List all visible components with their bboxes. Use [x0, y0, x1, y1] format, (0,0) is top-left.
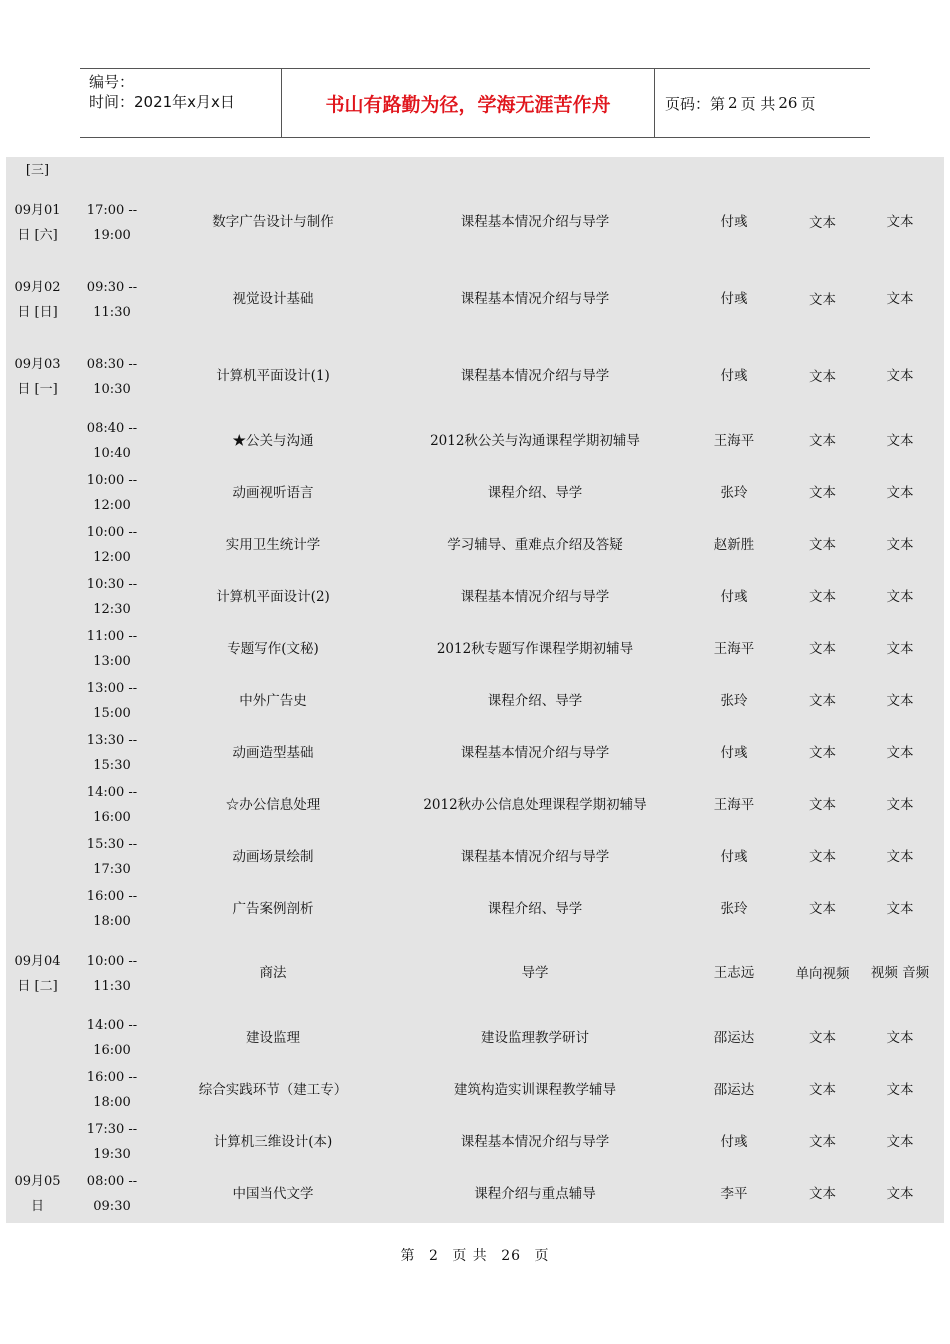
teacher-cell: 付彧 — [720, 1133, 748, 1150]
content-cell — [391, 157, 679, 184]
date-cell — [6, 727, 69, 779]
teacher-cell: 张玲 — [720, 692, 748, 709]
teacher-cell: 付彧 — [720, 368, 748, 384]
table-row — [6, 157, 944, 184]
media-cell-1: 文本 — [809, 433, 836, 449]
media-cell-1: 文本 — [809, 368, 836, 385]
table-row — [6, 261, 944, 338]
date-cell: 09月01 日 [六] — [14, 202, 61, 243]
time-cell: 10:00 -- 12:00 — [86, 473, 138, 513]
document-number-label: 编号： — [89, 73, 135, 91]
table-row — [6, 467, 944, 519]
time-cell: 13:30 -- 15:30 — [86, 733, 138, 773]
page-total: 26 — [778, 94, 798, 112]
media-cell-1: 文本 — [809, 901, 836, 917]
content-cell: 建设监理教学研讨 — [481, 1029, 589, 1046]
time-cell: 08:00 -- 09:30 — [86, 1174, 138, 1214]
content-cell: 课程介绍与重点辅导 — [474, 1185, 596, 1202]
schedule-table-body — [6, 157, 944, 1220]
time-cell: 13:00 -- 15:00 — [86, 681, 138, 721]
course-cell: 动画造型基础 — [232, 744, 314, 761]
teacher-cell: 付彧 — [720, 588, 748, 605]
course-cell: 动画视听语言 — [232, 484, 314, 501]
table-row — [6, 779, 944, 831]
time-cell: 14:00 -- 16:00 — [86, 785, 138, 825]
table-row — [6, 935, 944, 1012]
table-row — [6, 571, 944, 623]
date-cell — [6, 467, 69, 519]
media-cell-2: 文本 — [886, 796, 914, 813]
time-cell: 09:30 -- 11:30 — [86, 279, 138, 320]
media-cell-2: 文本 — [886, 432, 914, 449]
teacher-cell: 王海平 — [713, 640, 755, 657]
media-cell-2: 文本 — [886, 640, 914, 657]
course-cell: 实用卫生统计学 — [225, 536, 321, 553]
table-row — [6, 831, 944, 883]
schedule-table — [6, 157, 944, 1220]
page-label: 页码：第 — [665, 94, 726, 113]
media-cell-2: 文本 — [886, 848, 914, 865]
date-cell — [6, 623, 69, 675]
time-cell: 17:00 -- 19:00 — [86, 202, 138, 243]
date-cell: 09月02 日 [日] — [14, 279, 61, 320]
content-cell: 课程基本情况介绍与导学 — [460, 588, 610, 605]
time-cell: 17:30 -- 19:30 — [86, 1122, 138, 1162]
media-cell-2: 文本 — [886, 368, 914, 384]
course-cell: 中国当代文学 — [232, 1185, 314, 1202]
media-cell-1: 文本 — [809, 641, 836, 657]
content-cell: 2012秋办公信息处理课程学期初辅导 — [423, 796, 647, 813]
page-footer — [0, 1245, 950, 1265]
teacher-cell: 赵新胜 — [713, 536, 755, 553]
media-cell-1: 文本 — [809, 849, 836, 865]
table-row — [6, 184, 944, 261]
content-cell: 课程基本情况介绍与导学 — [460, 1133, 610, 1150]
time-cell: 14:00 -- 16:00 — [86, 1018, 138, 1058]
content-cell: 课程基本情况介绍与导学 — [460, 848, 610, 865]
teacher-cell: 付彧 — [720, 291, 748, 307]
teacher-cell: 付彧 — [720, 848, 748, 865]
time-cell: 16:00 -- 18:00 — [86, 889, 138, 929]
media-cell-1: 文本 — [809, 291, 836, 308]
content-cell: 课程基本情况介绍与导学 — [460, 214, 610, 230]
date-cell: [三] — [25, 163, 50, 178]
course-cell: 商法 — [259, 965, 287, 981]
media-cell-2: 文本 — [886, 1081, 914, 1098]
media-cell-2: 文本 — [886, 692, 914, 709]
time-cell: 10:30 -- 12:30 — [86, 577, 138, 617]
page-mid: 页 共 — [740, 94, 776, 113]
media-cell-1: 文本 — [809, 1030, 836, 1046]
teacher-cell: 付彧 — [720, 214, 748, 230]
date-cell: 09月05 日 — [14, 1174, 61, 1214]
content-cell: 2012秋专题写作课程学期初辅导 — [436, 640, 634, 657]
teacher-cell: 张玲 — [720, 484, 748, 501]
course-cell: 综合实践环节（建工专） — [198, 1081, 348, 1098]
date-cell — [6, 1064, 69, 1116]
content-cell: 2012秋公关与沟通课程学期初辅导 — [430, 432, 640, 449]
media-cell-2: 文本 — [886, 484, 914, 501]
media-cell-1: 文本 — [809, 745, 836, 761]
footer-post: 页 — [534, 1248, 550, 1264]
page-end: 页 — [800, 94, 816, 113]
media-cell-2 — [856, 157, 944, 184]
date-cell — [6, 831, 69, 883]
teacher-cell: 邵运达 — [713, 1081, 755, 1098]
table-row — [6, 1012, 944, 1064]
footer-total: 26 — [501, 1248, 522, 1264]
header-page-indicator — [655, 69, 870, 137]
teacher-cell: 王志远 — [713, 965, 755, 981]
media-cell-2: 视频 音频 — [870, 965, 930, 981]
media-cell-1: 单向视频 — [795, 965, 850, 982]
course-cell: ☆办公信息处理 — [225, 796, 321, 813]
table-row — [6, 1116, 944, 1168]
date-cell: 09月04 日 [二] — [14, 953, 61, 994]
course-cell: 视觉设计基础 — [232, 291, 314, 307]
media-cell-2: 文本 — [886, 536, 914, 553]
teacher-cell: 李平 — [720, 1185, 748, 1202]
footer-current: 2 — [428, 1248, 439, 1264]
teacher-cell: 张玲 — [720, 900, 748, 917]
media-cell-2: 文本 — [886, 291, 914, 307]
media-cell-1: 文本 — [809, 214, 836, 231]
date-cell — [6, 1116, 69, 1168]
teacher-cell: 王海平 — [713, 796, 755, 813]
content-cell: 课程基本情况介绍与导学 — [460, 368, 610, 384]
table-row — [6, 883, 944, 935]
content-cell: 课程介绍、导学 — [487, 692, 583, 709]
content-cell: 课程介绍、导学 — [487, 900, 583, 917]
table-row — [6, 1064, 944, 1116]
media-cell-1: 文本 — [809, 1186, 836, 1202]
media-cell-1: 文本 — [809, 537, 836, 553]
media-cell-1: 文本 — [809, 1082, 836, 1098]
media-cell-1: 文本 — [809, 485, 836, 501]
course-cell: 建设监理 — [246, 1029, 300, 1046]
course-cell: 中外广告史 — [239, 692, 307, 709]
date-cell — [6, 415, 69, 467]
footer-pre: 第 — [400, 1248, 416, 1264]
content-cell: 学习辅导、重难点介绍及答疑 — [447, 536, 623, 553]
schedule-table-area — [6, 157, 944, 1223]
course-cell: 计算机平面设计(1) — [216, 368, 330, 384]
teacher-cell: 付彧 — [720, 744, 748, 761]
media-cell-2: 文本 — [886, 588, 914, 605]
course-cell: 广告案例剖析 — [232, 900, 314, 917]
table-row — [6, 519, 944, 571]
header-meta — [80, 69, 282, 137]
table-row — [6, 415, 944, 467]
media-cell-2: 文本 — [886, 900, 914, 917]
media-cell-1: 文本 — [809, 797, 836, 813]
content-cell: 课程介绍、导学 — [487, 484, 583, 501]
table-row — [6, 338, 944, 415]
course-cell: 数字广告设计与制作 — [212, 214, 334, 230]
teacher-cell: 邵运达 — [713, 1029, 755, 1046]
date-cell — [6, 571, 69, 623]
date-cell — [6, 779, 69, 831]
content-cell: 导学 — [521, 965, 549, 981]
document-time-label: 时间：2021年x月x日 — [89, 93, 235, 111]
table-row — [6, 623, 944, 675]
course-cell: ★公关与沟通 — [232, 432, 314, 449]
time-cell: 10:00 -- 11:30 — [86, 953, 138, 994]
footer-mid: 页 共 — [452, 1248, 488, 1264]
date-cell — [6, 675, 69, 727]
content-cell: 课程基本情况介绍与导学 — [460, 744, 610, 761]
header-motto: 书山有路勤为径，学海无涯苦作舟 — [282, 69, 655, 137]
course-cell: 计算机三维设计(本) — [213, 1133, 333, 1150]
time-cell: 16:00 -- 18:00 — [86, 1070, 138, 1110]
media-cell-2: 文本 — [886, 1133, 914, 1150]
media-cell-1: 文本 — [809, 1134, 836, 1150]
table-row — [6, 1168, 944, 1220]
media-cell-2: 文本 — [886, 744, 914, 761]
media-cell-1: 文本 — [809, 693, 836, 709]
teacher-cell: 王海平 — [713, 432, 755, 449]
media-cell-1: 文本 — [809, 589, 836, 605]
teacher-cell — [679, 157, 789, 184]
date-cell — [6, 519, 69, 571]
time-cell: 11:00 -- 13:00 — [86, 629, 138, 669]
date-cell — [6, 883, 69, 935]
date-cell: 09月03 日 [一] — [14, 356, 61, 397]
time-cell: 15:30 -- 17:30 — [86, 837, 138, 877]
table-row — [6, 727, 944, 779]
date-cell — [6, 1012, 69, 1064]
course-cell — [155, 157, 391, 184]
media-cell-2: 文本 — [886, 1029, 914, 1046]
time-cell: 10:00 -- 12:00 — [86, 525, 138, 565]
page-header — [80, 68, 870, 138]
media-cell-2: 文本 — [886, 1185, 914, 1202]
time-cell: 08:30 -- 10:30 — [86, 356, 138, 397]
content-cell: 建筑构造实训课程教学辅导 — [454, 1081, 616, 1098]
course-cell: 专题写作(文秘) — [227, 640, 319, 657]
content-cell: 课程基本情况介绍与导学 — [460, 291, 610, 307]
time-cell — [69, 157, 155, 184]
course-cell: 动画场景绘制 — [232, 848, 314, 865]
media-cell-2: 文本 — [886, 214, 914, 230]
table-row — [6, 675, 944, 727]
page-current: 2 — [728, 94, 738, 112]
media-cell-1 — [789, 157, 856, 184]
course-cell: 计算机平面设计(2) — [216, 588, 330, 605]
time-cell: 08:40 -- 10:40 — [86, 421, 138, 461]
